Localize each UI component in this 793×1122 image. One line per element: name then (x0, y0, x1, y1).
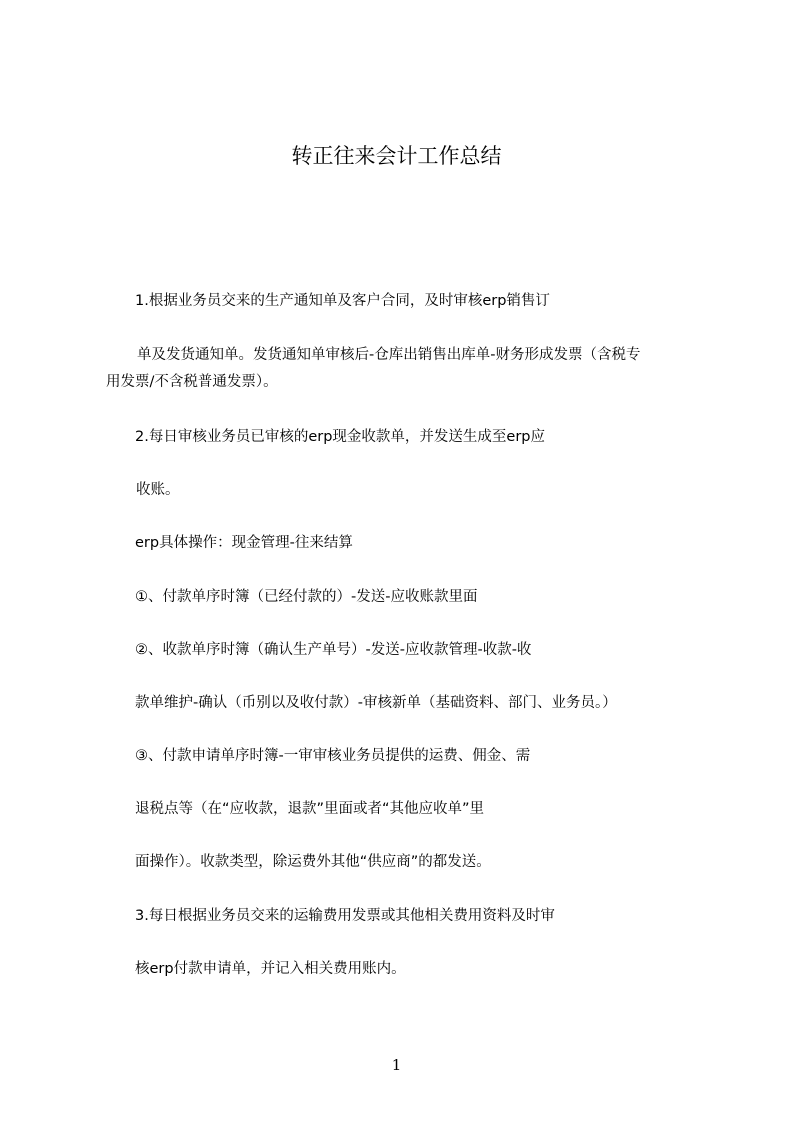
paragraph-line: erp具体操作：现金管理-往来结算 (135, 535, 353, 551)
paragraph-line: ②、收款单序时簿（确认生产单号）-发送-应收款管理-收款-收 (135, 642, 532, 658)
paragraph-line: 1.根据业务员交来的生产通知单及客户合同，及时审核erp销售订 (135, 293, 550, 309)
paragraph-line: 面操作）。收款类型，除运费外其他“供应商”的都发送。 (135, 854, 491, 870)
paragraph-line: 收账。 (136, 482, 180, 498)
paragraph-line: 用发票/不含税普通发票）。 (106, 374, 278, 390)
paragraph-line: ①、付款单序时簿（已经付款的）-发送-应收账款里面 (135, 589, 478, 605)
page-number: 1 (391, 1056, 402, 1074)
paragraph-line: 2.每日审核业务员已审核的erp现金收款单，并发送生成至erp应 (135, 429, 546, 445)
paragraph-line: 核erp付款申请单，并记入相关费用账内。 (135, 961, 406, 977)
paragraph-line: 3.每日根据业务员交来的运输费用发票或其他相关费用资料及时审 (135, 908, 555, 924)
paragraph-line: 单及发货通知单。发货通知单审核后-仓库出销售出库单-财务形成发票（含税专 (137, 347, 641, 363)
paragraph-line: 款单维护-确认（币别以及收付款）-审核新单（基础资料、部门、业务员。） (135, 695, 617, 711)
paragraph-line: 退税点等（在“应收款，退款”里面或者“其他应收单”里 (135, 801, 485, 817)
document-title: 转正往来会计工作总结 (291, 144, 502, 168)
paragraph-line: ③、付款申请单序时簿-一审审核业务员提供的运费、佣金、需 (135, 748, 531, 764)
